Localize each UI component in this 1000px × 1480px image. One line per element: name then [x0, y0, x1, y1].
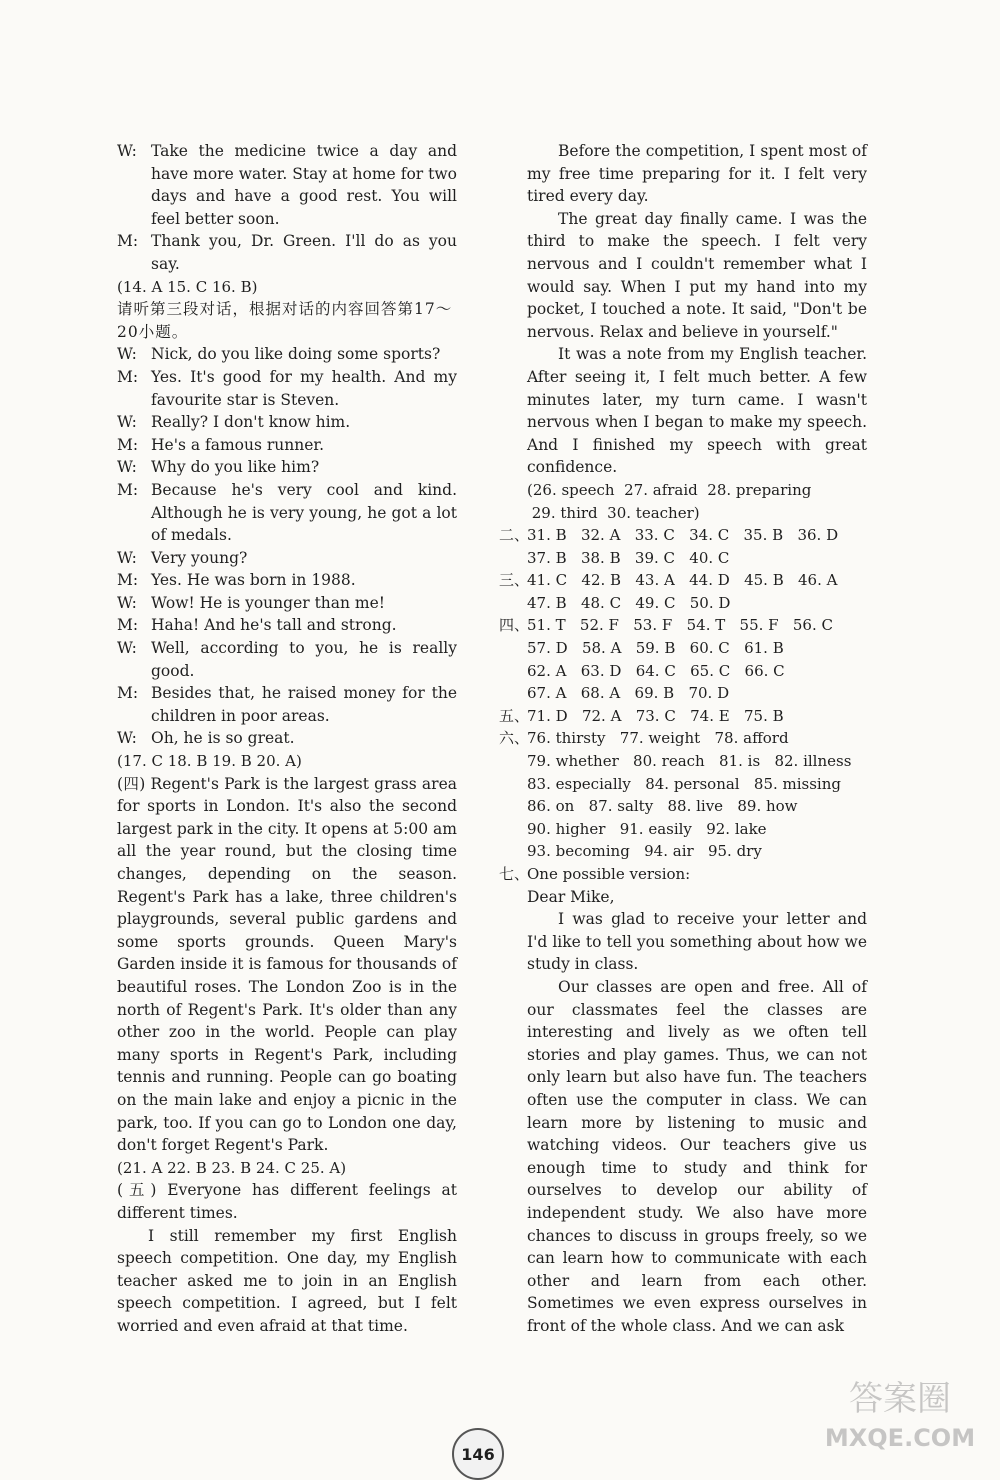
answer-line: 90. higher 91. easily 92. lake [527, 819, 767, 838]
passage-five-heading: (五) Everyone has different feelings at different times. [117, 1181, 457, 1222]
speaker: M: [117, 571, 139, 590]
utterance: Because he's very cool and kind. Although he is very young, he got a lot of medals. [151, 480, 457, 545]
watermark-logo [810, 1368, 990, 1458]
dialogue-line [117, 592, 457, 615]
speaker: W: [117, 639, 137, 658]
dialogue-line [117, 434, 457, 457]
svg-text:MXQE.COM: MXQE.COM [824, 1424, 976, 1452]
speaker: M: [117, 367, 139, 386]
speaker: W: [117, 142, 137, 160]
utterance: Haha! And he's tall and strong. [151, 616, 397, 635]
section-label: 五、 [499, 706, 530, 725]
passage-paragraph: Before the competition, I spent most of my free time preparing for it. I felt very tired every day. [527, 142, 867, 206]
section-label [499, 773, 527, 796]
answer-line: 86. on 87. salty 88. live 89. how [527, 797, 798, 816]
answer-line: 67. A 68. A 69. B 70. D [527, 684, 730, 703]
dialogue-line [117, 727, 457, 750]
utterance: Thank you, Dr. Green. I'll do as you say. [151, 232, 457, 273]
dialogue-line [117, 614, 457, 637]
section-label: 二、 [499, 526, 530, 545]
instruction-chinese: 请听第三段对话，根据对话的内容回答第17～20小题。 [117, 300, 453, 341]
left-column [117, 140, 457, 1337]
utterance: Why do you like him? [151, 458, 320, 477]
section-label [499, 637, 527, 660]
answer-section-line [499, 705, 867, 728]
answer-line: 83. especially 84. personal 85. missing [527, 774, 841, 793]
answer-section-line [527, 637, 867, 660]
dialogue-line [117, 140, 457, 230]
speaker: W: [117, 413, 137, 432]
answer-key: (26. speech 27. afraid 28. preparing [527, 480, 812, 499]
speaker: M: [117, 616, 139, 635]
section-label: 六、 [499, 729, 530, 748]
letter-greeting: Dear Mike, [527, 887, 615, 906]
page-number [452, 1428, 504, 1480]
section-label [499, 750, 527, 773]
section-label: 三、 [499, 571, 530, 590]
speaker: W: [117, 729, 137, 748]
answer-section-line [499, 614, 867, 637]
dialogue-line [117, 569, 457, 592]
passage-paragraph: It was a note from my English teacher. After seeing it, I felt much better. A few minutes later, my turn came. I wasn't nervous when I began to make my speech. And I finished my speech with great confidence. [527, 345, 867, 477]
speaker: M: [117, 232, 139, 251]
section-label: 七、 [499, 865, 530, 883]
utterance: Take the medicine twice a day and have more water. Stay at home for two days and have a good rest. You will feel better soon. [151, 142, 457, 228]
answer-section-line [527, 818, 867, 841]
dialogue-line [117, 366, 457, 411]
answer-line: 41. C 42. B 43. A 44. D 45. B 46. A [527, 571, 838, 590]
answer-section-line [527, 660, 867, 683]
answer-section-line [527, 547, 867, 570]
answer-line: 93. becoming 94. air 95. dry [527, 842, 762, 861]
dialogue-line [117, 637, 457, 682]
utterance: Really? I don't know him. [151, 413, 351, 432]
answer-line: 37. B 38. B 39. C 40. C [527, 548, 730, 567]
section-label [499, 840, 527, 863]
answer-line: 71. D 72. A 73. C 74. E 75. B [527, 706, 784, 725]
speaker: M: [117, 480, 139, 499]
answer-section-line [527, 773, 867, 796]
speaker: W: [117, 548, 137, 567]
answer-line: 31. B 32. A 33. C 34. C 35. B 36. D [527, 526, 839, 545]
answer-line: 79. whether 80. reach 81. is 82. illness [527, 752, 852, 771]
section-label: 四、 [499, 616, 530, 635]
answer-section-line [527, 682, 867, 705]
svg-text:答案圈: 答案圈 [849, 1379, 951, 1419]
speaker: W: [117, 593, 137, 612]
section-label [499, 818, 527, 841]
answer-section-line [499, 524, 867, 547]
utterance: He's a famous runner. [151, 435, 325, 454]
answer-line: 76. thirsty 77. weight 78. afford [527, 729, 789, 748]
speaker: W: [117, 458, 137, 477]
utterance: Well, according to you, he is really good. [151, 639, 457, 680]
passage-paragraph: The great day finally came. I was the third to make the speech. I felt very nervous and I couldn't remember what I would say. When I put my hand into my pocket, I touched a note. It said, "Don't be nervous. Relax and believe in yourself." [527, 209, 867, 341]
dialogue-line [117, 411, 457, 434]
answer-section-line [527, 750, 867, 773]
section-label [499, 682, 527, 705]
page-number-text: 146 [461, 1444, 495, 1464]
utterance: Yes. He was born in 1988. [151, 571, 356, 590]
utterance: Yes. It's good for my health. And my favourite star is Steven. [151, 367, 457, 409]
passage-four: (四) Regent's Park is the largest grass area for sports in London. It's also the second largest park in the city. It opens at 5:00 am all the year round, but the closing time changes, depending on the season. Regent's Park has a lake, three children's playgrounds, several public gardens and some sports grounds. Queen Mary's Garden inside it is famous for thousands of beautiful roses. The London Zoo is in the north of Regent's Park. It's older than any other zoo in the world. People can play many sports in Regent's Park, including tennis and running. People can go boating on the main lake and enjoy a picnic in the park, too. If you can go to London one day, don't forget Regent's Park. [117, 774, 457, 1155]
answer-section-line [527, 592, 867, 615]
answer-section-line [499, 727, 867, 750]
dialogue-line [117, 479, 457, 547]
utterance: Nick, do you like doing some sports? [151, 345, 441, 364]
answer-line: 47. B 48. C 49. C 50. D [527, 593, 731, 612]
section-label [499, 592, 527, 615]
dialogue-line [117, 682, 457, 727]
answer-section-line [527, 795, 867, 818]
answer-section-line [527, 840, 867, 863]
speaker: W: [117, 345, 137, 364]
passage-five-paragraph: I still remember my first English speech competition. One day, my English teacher asked me to join in an English speech competition. I agreed, but I felt worried and even afraid at that time. [117, 1226, 457, 1335]
answer-section-line [499, 863, 867, 886]
utterance: Oh, he is so great. [151, 729, 295, 748]
answer-line: 62. A 63. D 64. C 65. C 66. C [527, 661, 785, 680]
answer-line: 51. T 52. F 53. F 54. T 55. F 56. C [527, 616, 833, 635]
answer-section-line [499, 569, 867, 592]
section-label [499, 795, 527, 818]
answer-line: One possible version: [527, 865, 691, 883]
utterance: Besides that, he raised money for the children in poor areas. [151, 684, 457, 725]
speaker: M: [117, 684, 139, 703]
answer-key: (17. C 18. B 19. B 20. A) [117, 752, 302, 771]
right-column [499, 140, 867, 1337]
utterance: Wow! He is younger than me! [151, 593, 386, 612]
dialogue-line [117, 456, 457, 479]
letter-paragraph: Our classes are open and free. All of our classmates feel the classes are interesting and lively as we often tell stories and play games. Thus, we can not only learn but also have fun. The teachers often use the computer in class. We can learn more by listening to music and watching videos. Our teachers give us enough time to study and think for ourselves to develop our ability of independent study. We also have more chances to discuss in groups freely, so we can learn how to communicate with each other and learn from each other. Sometimes we even express ourselves in front of the whole class. And we can ask [527, 977, 867, 1335]
answer-key: (14. A 15. C 16. B) [117, 277, 258, 296]
utterance: Very young? [151, 548, 248, 567]
answer-key: 29. third 30. teacher) [527, 503, 700, 522]
dialogue-line [117, 343, 457, 366]
section-label [499, 547, 527, 570]
letter-paragraph: I was glad to receive your letter and I'd like to tell you something about how we study in class. [527, 910, 867, 974]
speaker: M: [117, 435, 139, 454]
section-label [499, 660, 527, 683]
answer-key: (21. A 22. B 23. B 24. C 25. A) [117, 1158, 347, 1177]
dialogue-line [117, 230, 457, 275]
answer-line: 57. D 58. A 59. B 60. C 61. B [527, 639, 784, 658]
dialogue-line [117, 547, 457, 570]
